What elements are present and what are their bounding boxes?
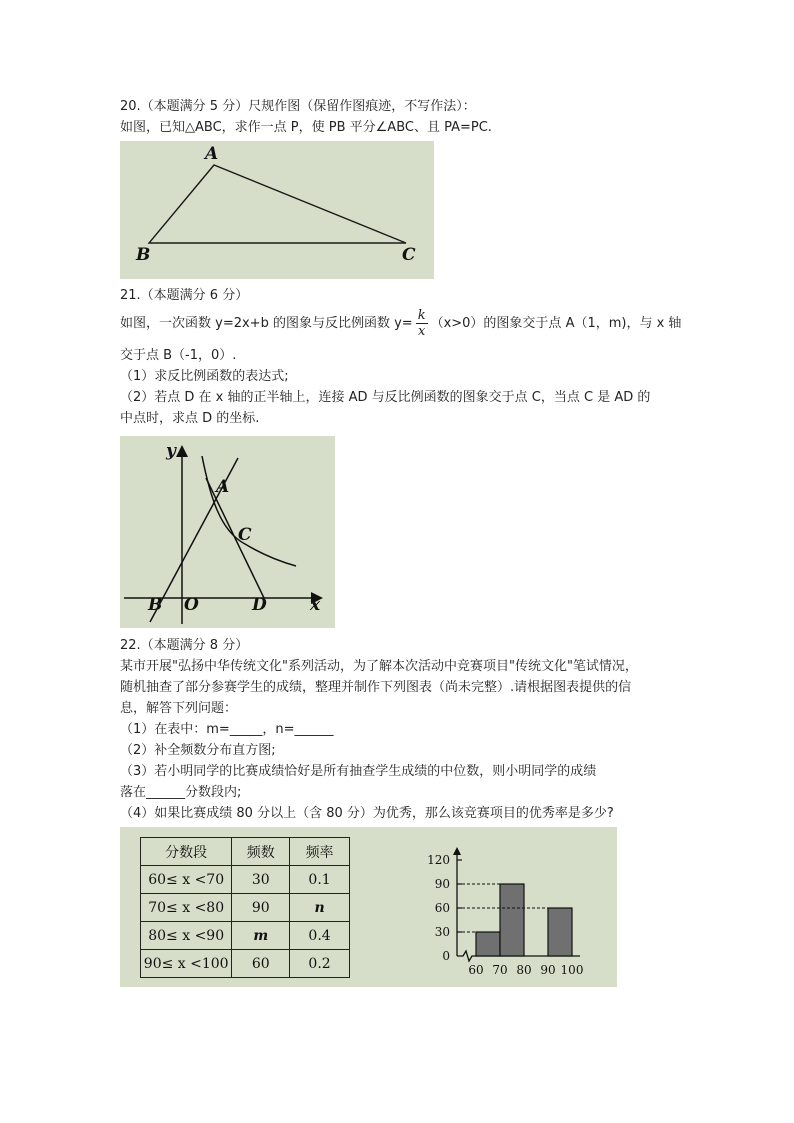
table-header: 频率 — [290, 838, 350, 866]
table-row — [141, 950, 350, 978]
q21-heading: 21.（本题满分 6 分） — [120, 288, 249, 303]
triangle-abc — [149, 165, 406, 243]
table-cell: 30 — [232, 866, 290, 894]
q21-text-post: （x>0）的图象交于点 A（1，m)，与 x 轴 — [430, 316, 682, 331]
label-o: O — [184, 595, 199, 615]
label-a: A — [216, 477, 230, 497]
table-header-row — [141, 838, 350, 866]
label-c: C — [402, 245, 416, 265]
hist-x-tick-label: 80 — [516, 963, 532, 977]
hist-x-tick-label: 60 — [468, 963, 484, 977]
label-b: B — [148, 595, 163, 615]
label-a: A — [205, 144, 219, 164]
table-cell: n — [290, 894, 350, 922]
hist-y-tick-label: 90 — [434, 877, 450, 891]
table-cell: 0.1 — [290, 866, 350, 894]
q21-sub2-line2: 中点时，求点 D 的坐标. — [120, 411, 260, 426]
table-row — [141, 922, 350, 950]
label-c: C — [238, 525, 252, 545]
hist-y-tick-label: 120 — [427, 853, 450, 867]
q22-sub3-line2: 落在______分数段内; — [120, 785, 242, 800]
table-cell: 0.4 — [290, 922, 350, 950]
q22-heading: 22.（本题满分 8 分） — [120, 638, 249, 653]
hist-y-tick-label: 60 — [434, 901, 450, 915]
label-y: y — [166, 441, 176, 461]
hyperbola-curve — [202, 456, 296, 566]
table-cell: 90≤ x <100 — [141, 950, 232, 978]
histogram-chart — [400, 827, 620, 987]
table-cell: 60≤ x <70 — [141, 866, 232, 894]
line-ad — [206, 478, 264, 598]
hist-x-tick-label: 70 — [492, 963, 508, 977]
label-x: x — [310, 595, 321, 615]
hist-bar — [476, 932, 500, 956]
q21-text-pre: 如图，一次函数 y=2x+b 的图象与反比例函数 y= — [120, 316, 413, 331]
hist-x-tick-label: 100 — [560, 963, 584, 977]
q22-sub2: （2）补全频数分布直方图; — [120, 743, 276, 758]
q21-statement-line2: 交于点 B（-1，0）. — [120, 348, 237, 363]
table-cell: 60 — [232, 950, 290, 978]
table-cell: 90 — [232, 894, 290, 922]
hist-bar — [548, 908, 572, 956]
q22-statement-line2: 随机抽查了部分参赛学生的成绩，整理并制作下列图表（尚未完整）.请根据图表提供的信 — [120, 680, 632, 695]
table-cell: 80≤ x <90 — [141, 922, 232, 950]
label-d: D — [252, 595, 267, 615]
q22-statement-line1: 某市开展"弘扬中华传统文化"系列活动，为了解本次活动中竞赛项目"传统文化"笔试情况， — [120, 659, 638, 674]
table-header: 频数 — [232, 838, 290, 866]
hist-y-tick-label: 30 — [434, 925, 450, 939]
function-graph-figure — [120, 436, 335, 628]
hist-bar — [500, 884, 524, 956]
hist-y-tick-label: 0 — [442, 949, 450, 963]
table-and-histogram-figure — [120, 827, 617, 987]
table-cell: 0.2 — [290, 950, 350, 978]
q22-sub4: （4）如果比赛成绩 80 分以上（含 80 分）为优秀，那么该竞赛项目的优秀率是多少? — [120, 806, 614, 821]
fraction-k-over-x: $\frac{k}{x}$ — [417, 308, 426, 339]
q21-statement-line1 — [120, 305, 681, 343]
q22-statement-line3: 息，解答下列问题： — [120, 701, 238, 716]
q20-statement: 如图，已知△ABC，求作一点 P，使 PB 平分∠ABC、且 PA=PC. — [120, 120, 492, 135]
triangle-figure — [120, 141, 434, 279]
q21-sub1: （1）求反比例函数的表达式; — [120, 369, 289, 384]
hist-x-tick-label: 90 — [540, 963, 556, 977]
frequency-table — [140, 837, 350, 978]
table-row — [141, 894, 350, 922]
table-header: 分数段 — [141, 838, 232, 866]
hist-y-arrow — [453, 847, 461, 855]
q22-sub1: （1）在表中：m=_____，n=______ — [120, 722, 334, 737]
q21-sub2-line1: （2）若点 D 在 x 轴的正半轴上，连接 AD 与反比例函数的图象交于点 C，当点 C 是 AD 的 — [120, 390, 651, 405]
table-cell: m — [232, 922, 290, 950]
q22-sub3-line1: （3）若小明同学的比赛成绩恰好是所有抽查学生成绩的中位数，则小明同学的成绩 — [120, 764, 597, 779]
q20-heading: 20.（本题满分 5 分）尺规作图（保留作图痕迹，不写作法）： — [120, 99, 476, 114]
table-row — [141, 866, 350, 894]
table-cell: 70≤ x <80 — [141, 894, 232, 922]
label-b: B — [136, 245, 151, 265]
